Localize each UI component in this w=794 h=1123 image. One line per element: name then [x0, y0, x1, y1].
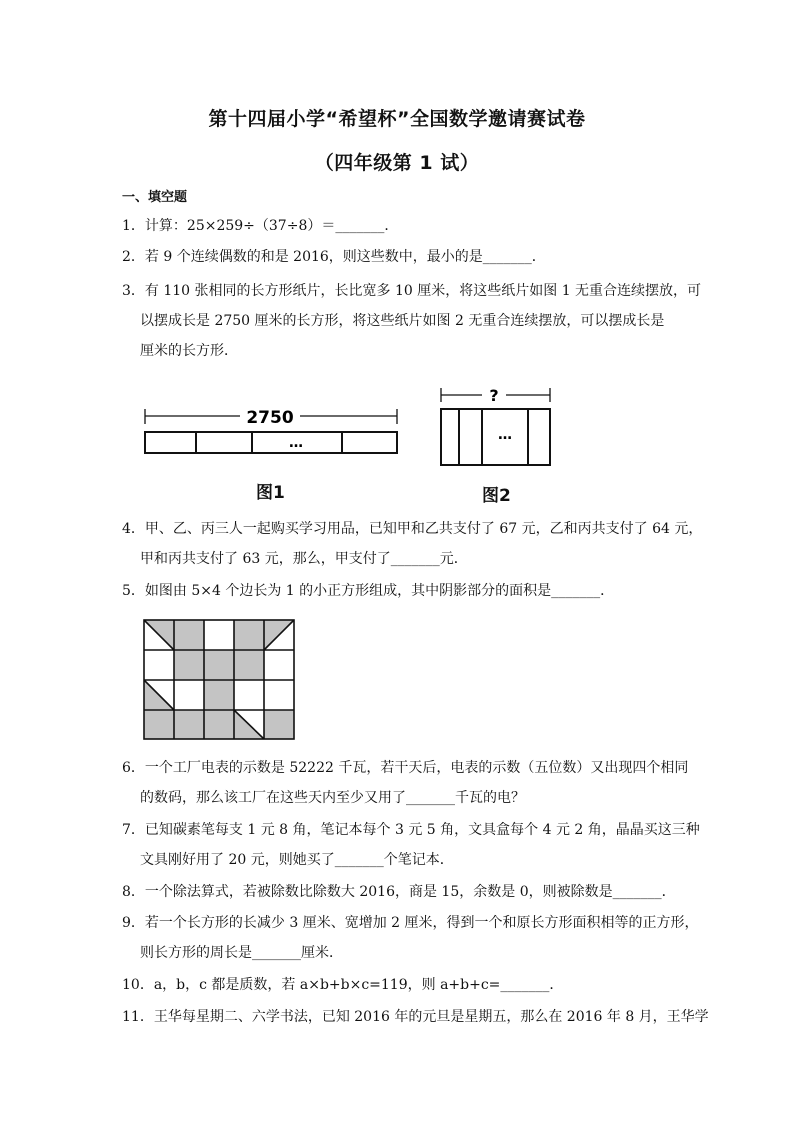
fig2-block: [441, 409, 550, 465]
question-9-line-2: 则长方形的周长是_______厘米．: [140, 945, 343, 961]
shaded-cell: [174, 620, 204, 650]
fig1-strip: [145, 432, 397, 453]
fig2-length-label: ?: [489, 386, 499, 405]
shaded-cell: [204, 710, 234, 739]
question-5: 5．如图由 5×4 个边长为 1 的小正方形组成，其中阴影部分的面积是_______．: [122, 583, 615, 599]
question-10: 10．a，b，c 都是质数，若 a×b+b×c=119，则 a+b+c=_______．: [122, 977, 564, 993]
question-3-line-2: 以摆成长是 2750 厘米的长方形，将这些纸片如图 2 无重合连续摆放，可以摆成长是: [140, 313, 665, 329]
question-4-line-1: 4．甲、乙、丙三人一起购买学习用品，已知甲和乙共支付了 67 元，乙和丙共支付了 64 元，: [122, 521, 703, 537]
question-4-line-2: 甲和丙共支付了 63 元，那么，甲支付了_______元．: [140, 551, 468, 567]
figure-1-diagram: [140, 402, 402, 458]
figure-2-caption: 图2: [482, 486, 511, 506]
question-3-line-3: 厘米的长方形．: [140, 343, 238, 359]
shaded-cell: [234, 650, 264, 680]
page-subtitle: （四年级第 1 试）: [314, 152, 480, 174]
question-9-line-1: 9．若一个长方形的长减少 3 厘米、宽增加 2 厘米，得到一个和原长方形面积相等的正方形，: [122, 915, 699, 931]
figure-2-diagram: [436, 385, 556, 469]
fig1-length-label: 2750: [246, 408, 294, 428]
shaded-cell: [204, 650, 234, 680]
section-heading: 一、填空题: [122, 190, 188, 205]
grid-figure: [143, 619, 297, 740]
figure-1-caption: 图1: [256, 483, 285, 503]
fig1-dots: …: [289, 435, 303, 451]
shaded-cell: [264, 710, 294, 739]
question-8: 8．一个除法算式，若被除数比除数大 2016，商是 15，余数是 0，则被除数是_______．: [122, 884, 676, 900]
question-3-line-1: 3．有 110 张相同的长方形纸片，长比宽多 10 厘米，将这些纸片如图 1 无重合连续摆放，可: [122, 283, 702, 299]
shaded-cell: [174, 650, 204, 680]
question-7-line-2: 文具刚好用了 20 元，则她买了_______个笔记本．: [140, 852, 454, 868]
page-title: 第十四届小学“希望杯”全国数学邀请赛试卷: [208, 108, 586, 130]
shaded-cell: [174, 710, 204, 739]
question-1: 1．计算：25×259÷（37÷8）＝_______．: [122, 218, 399, 234]
question-2: 2．若 9 个连续偶数的和是 2016，则这些数中，最小的是_______．: [122, 249, 546, 265]
question-11-line-1: 11．王华每星期二、六学书法，已知 2016 年的元旦是星期五，那么在 2016 年 8 月，王华学: [122, 1009, 709, 1025]
question-6-line-1: 6．一个工厂电表的示数是 52222 千瓦，若干天后，电表的示数（五位数）又出现四个相同: [122, 760, 689, 776]
question-7-line-1: 7．已知碳素笔每支 1 元 8 角，笔记本每个 3 元 5 角，文具盒每个 4 元 2 角，晶晶买这三种: [122, 822, 700, 838]
shaded-cell: [204, 680, 234, 710]
shaded-cell: [144, 710, 174, 739]
fig2-dots: …: [498, 427, 512, 443]
question-6-line-2: 的数码，那么该工厂在这些天内至少又用了_______千瓦的电？: [140, 790, 525, 806]
shaded-cell: [234, 620, 264, 650]
